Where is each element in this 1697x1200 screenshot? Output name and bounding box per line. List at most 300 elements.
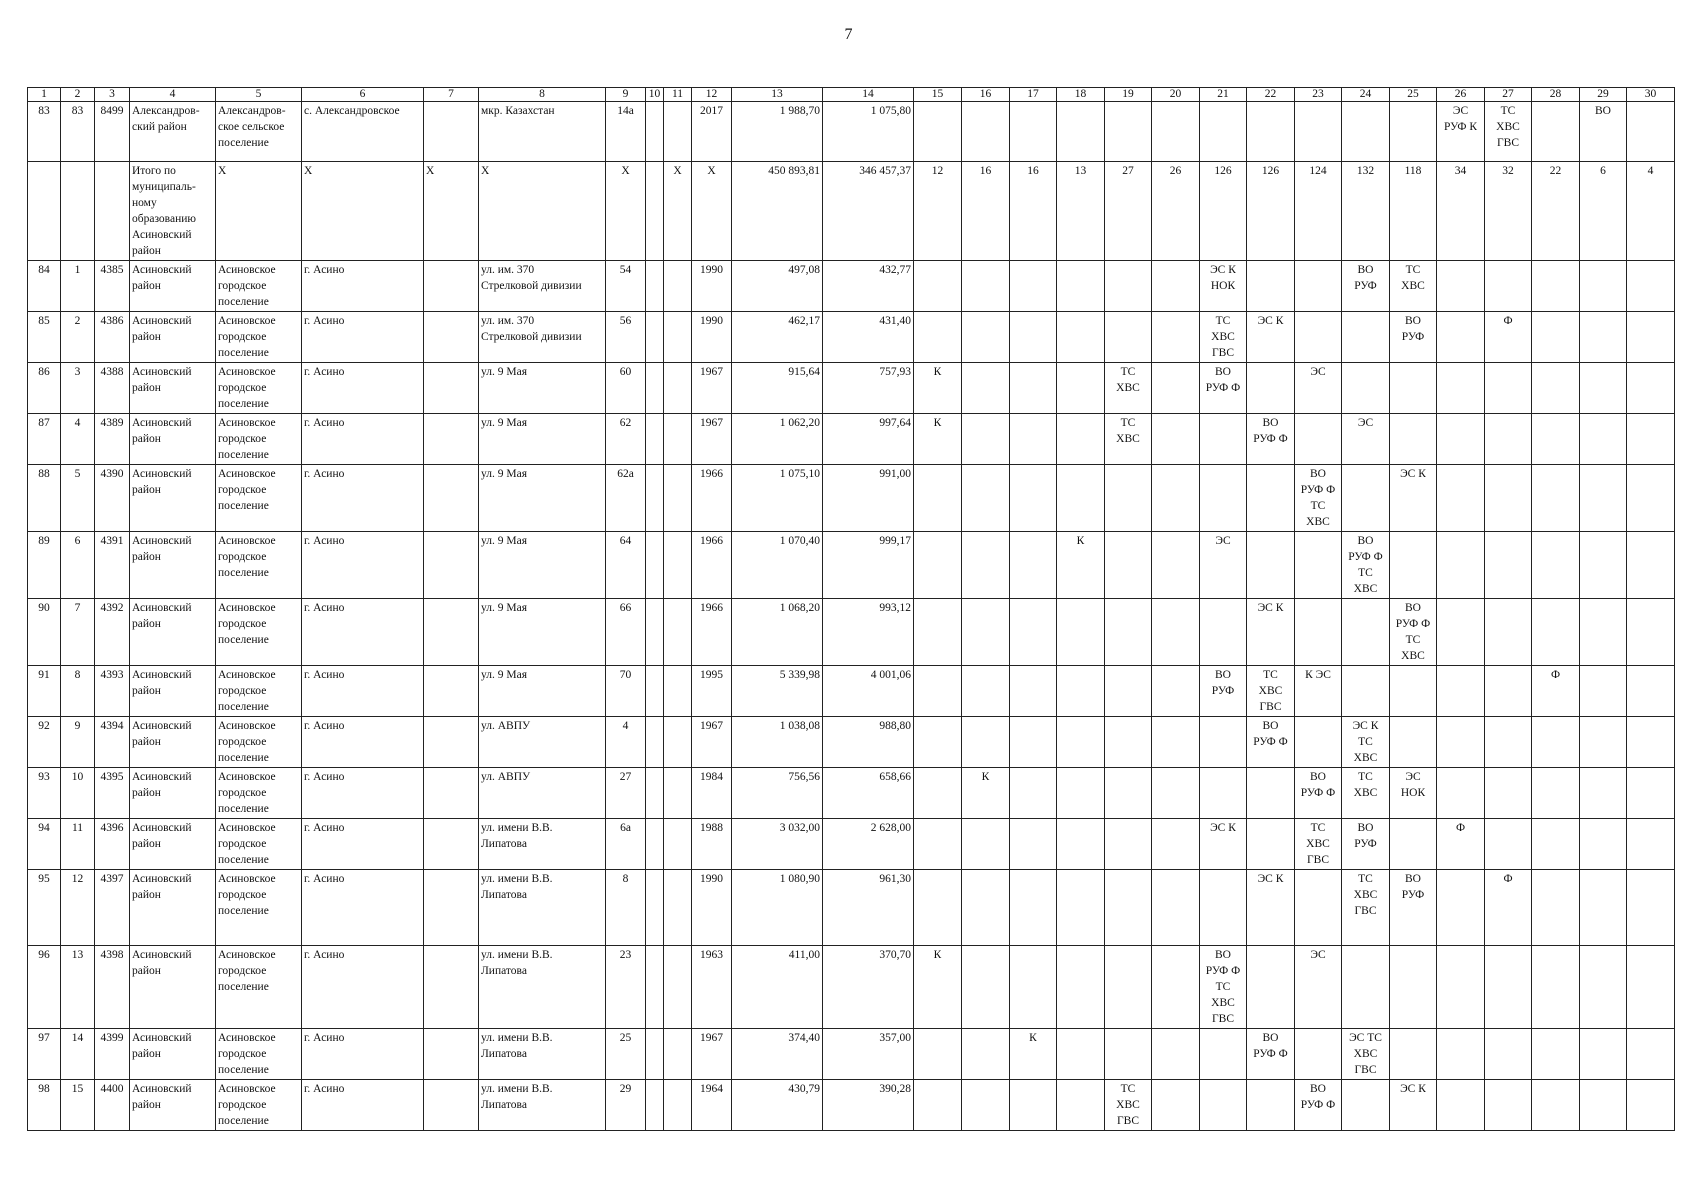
table-cell-col-7 bbox=[424, 1080, 479, 1131]
table-cell-col-11 bbox=[664, 1080, 692, 1131]
table-cell-col-29: ВО bbox=[1580, 102, 1627, 162]
table-cell-col-4: Асиновский район bbox=[130, 261, 216, 312]
table-cell-col-24: ЭС bbox=[1342, 414, 1390, 465]
table-cell-col-29 bbox=[1580, 870, 1627, 946]
table-cell-col-16: К bbox=[962, 768, 1010, 819]
table-cell-col-29 bbox=[1580, 1080, 1627, 1131]
table-cell-col-13: 1 068,20 bbox=[732, 599, 823, 666]
table-cell-col-13: 411,00 bbox=[732, 946, 823, 1029]
table-cell-col-27 bbox=[1485, 414, 1532, 465]
table-cell-col-28 bbox=[1532, 599, 1580, 666]
table-cell-col-15 bbox=[914, 717, 962, 768]
table-cell-col-5: Асиновское городское поселение bbox=[216, 599, 302, 666]
table-cell-col-30 bbox=[1627, 532, 1675, 599]
table-cell-col-3: 4385 bbox=[95, 261, 130, 312]
table-cell-col-28 bbox=[1532, 819, 1580, 870]
table-cell-col-26 bbox=[1437, 312, 1485, 363]
table-cell-col-22: ЭС К bbox=[1247, 870, 1295, 946]
table-cell-col-1: 94 bbox=[28, 819, 61, 870]
table-cell-col-12: 1966 bbox=[692, 532, 732, 599]
table-cell-col-19 bbox=[1105, 946, 1152, 1029]
table-cell-col-15 bbox=[914, 1029, 962, 1080]
table-cell-col-27 bbox=[1485, 261, 1532, 312]
column-number-21: 21 bbox=[1200, 88, 1247, 102]
table-cell-col-26 bbox=[1437, 465, 1485, 532]
table-cell-col-19 bbox=[1105, 102, 1152, 162]
table-cell-col-11 bbox=[664, 870, 692, 946]
table-cell-col-8: ул. 9 Мая bbox=[479, 465, 606, 532]
table-cell-col-26 bbox=[1437, 717, 1485, 768]
table-cell-col-2 bbox=[61, 162, 95, 261]
table-cell-col-26 bbox=[1437, 870, 1485, 946]
table-cell-col-23 bbox=[1295, 102, 1342, 162]
table-cell-col-17 bbox=[1010, 532, 1057, 599]
table-cell-col-12: 1963 bbox=[692, 946, 732, 1029]
table-cell-col-15 bbox=[914, 666, 962, 717]
table-cell-col-1: 97 bbox=[28, 1029, 61, 1080]
table-cell-col-27 bbox=[1485, 1080, 1532, 1131]
table-cell-col-5: Асиновское городское поселение bbox=[216, 1029, 302, 1080]
table-cell-col-19: ТС ХВС ГВС bbox=[1105, 1080, 1152, 1131]
table-cell-col-15 bbox=[914, 870, 962, 946]
table-cell-col-25 bbox=[1390, 717, 1437, 768]
table-cell-col-24: ЭС ТС ХВС ГВС bbox=[1342, 1029, 1390, 1080]
table-cell-col-21: ЭС bbox=[1200, 532, 1247, 599]
table-cell-col-20 bbox=[1152, 599, 1200, 666]
table-cell-col-26 bbox=[1437, 768, 1485, 819]
table-cell-col-16 bbox=[962, 870, 1010, 946]
table-cell-col-13: 915,64 bbox=[732, 363, 823, 414]
table-cell-col-21 bbox=[1200, 1029, 1247, 1080]
table-cell-col-4: Асиновский район bbox=[130, 599, 216, 666]
table-cell-col-14: 988,80 bbox=[823, 717, 914, 768]
table-cell-col-12: 1990 bbox=[692, 870, 732, 946]
table-cell-col-23 bbox=[1295, 1029, 1342, 1080]
table-cell-col-25 bbox=[1390, 946, 1437, 1029]
table-cell-col-17 bbox=[1010, 666, 1057, 717]
table-row bbox=[28, 532, 1675, 599]
table-cell-col-18 bbox=[1057, 599, 1105, 666]
table-cell-col-30 bbox=[1627, 465, 1675, 532]
table-cell-col-12: 2017 bbox=[692, 102, 732, 162]
table-cell-col-15 bbox=[914, 599, 962, 666]
table-cell-col-1: 93 bbox=[28, 768, 61, 819]
table-cell-col-14: 1 075,80 bbox=[823, 102, 914, 162]
table-cell-col-18 bbox=[1057, 768, 1105, 819]
table-cell-col-13: 1 062,20 bbox=[732, 414, 823, 465]
table-cell-col-3: 4393 bbox=[95, 666, 130, 717]
table-cell-col-11: Х bbox=[664, 162, 692, 261]
table-cell-col-29 bbox=[1580, 363, 1627, 414]
table-cell-col-23: ЭС bbox=[1295, 946, 1342, 1029]
table-cell-col-7 bbox=[424, 102, 479, 162]
table-cell-col-8: ул. имени В.В. Липатова bbox=[479, 1029, 606, 1080]
table-cell-col-23 bbox=[1295, 312, 1342, 363]
table-cell-col-6: с. Александровское bbox=[302, 102, 424, 162]
table-cell-col-6: г. Асино bbox=[302, 532, 424, 599]
table-cell-col-11 bbox=[664, 1029, 692, 1080]
table-cell-col-8: ул. 9 Мая bbox=[479, 532, 606, 599]
table-cell-col-17: К bbox=[1010, 1029, 1057, 1080]
table-cell-col-21 bbox=[1200, 465, 1247, 532]
table-cell-col-10 bbox=[646, 599, 664, 666]
table-cell-col-14: 757,93 bbox=[823, 363, 914, 414]
table-cell-col-25: ТС ХВС bbox=[1390, 261, 1437, 312]
table-cell-col-23: ТС ХВС ГВС bbox=[1295, 819, 1342, 870]
table-cell-col-10 bbox=[646, 414, 664, 465]
table-cell-col-4: Асиновский район bbox=[130, 532, 216, 599]
table-cell-col-21: ВО РУФ bbox=[1200, 666, 1247, 717]
column-number-11: 11 bbox=[664, 88, 692, 102]
column-number-30: 30 bbox=[1627, 88, 1675, 102]
table-cell-col-3: 4391 bbox=[95, 532, 130, 599]
table-cell-col-26: 34 bbox=[1437, 162, 1485, 261]
column-number-19: 19 bbox=[1105, 88, 1152, 102]
table-cell-col-16 bbox=[962, 102, 1010, 162]
table-cell-col-25 bbox=[1390, 666, 1437, 717]
table-cell-col-24: 132 bbox=[1342, 162, 1390, 261]
table-cell-col-30 bbox=[1627, 363, 1675, 414]
table-cell-col-22 bbox=[1247, 532, 1295, 599]
table-cell-col-25 bbox=[1390, 532, 1437, 599]
table-cell-col-18 bbox=[1057, 102, 1105, 162]
table-cell-col-19 bbox=[1105, 465, 1152, 532]
column-number-10: 10 bbox=[646, 88, 664, 102]
table-cell-col-24: ВО РУФ bbox=[1342, 261, 1390, 312]
table-cell-col-21 bbox=[1200, 1080, 1247, 1131]
table-cell-col-8: ул. АВПУ bbox=[479, 768, 606, 819]
table-cell-col-30 bbox=[1627, 102, 1675, 162]
table-cell-col-9: 8 bbox=[606, 870, 646, 946]
table-cell-col-25: ЭС НОК bbox=[1390, 768, 1437, 819]
table-cell-col-17 bbox=[1010, 1080, 1057, 1131]
table-cell-col-7 bbox=[424, 768, 479, 819]
table-cell-col-19 bbox=[1105, 717, 1152, 768]
table-cell-col-17 bbox=[1010, 819, 1057, 870]
table-cell-col-28: Ф bbox=[1532, 666, 1580, 717]
table-cell-col-13: 1 038,08 bbox=[732, 717, 823, 768]
table-cell-col-28 bbox=[1532, 1080, 1580, 1131]
table-cell-col-15 bbox=[914, 102, 962, 162]
table-cell-col-10 bbox=[646, 717, 664, 768]
table-cell-col-17 bbox=[1010, 465, 1057, 532]
table-cell-col-28: 22 bbox=[1532, 162, 1580, 261]
table-cell-col-21: ЭС К НОК bbox=[1200, 261, 1247, 312]
table-cell-col-14: 431,40 bbox=[823, 312, 914, 363]
table-cell-col-3: 4398 bbox=[95, 946, 130, 1029]
table-cell-col-4: Итого по муниципаль- ному образованию Асиновский район bbox=[130, 162, 216, 261]
table-cell-col-30 bbox=[1627, 768, 1675, 819]
table-cell-col-16 bbox=[962, 666, 1010, 717]
column-number-22: 22 bbox=[1247, 88, 1295, 102]
table-cell-col-12: 1990 bbox=[692, 261, 732, 312]
table-cell-col-20 bbox=[1152, 102, 1200, 162]
table-cell-col-10 bbox=[646, 532, 664, 599]
table-cell-col-8: ул. АВПУ bbox=[479, 717, 606, 768]
table-cell-col-4: Асиновский район bbox=[130, 1029, 216, 1080]
table-cell-col-11 bbox=[664, 599, 692, 666]
column-number-27: 27 bbox=[1485, 88, 1532, 102]
table-cell-col-12: 1984 bbox=[692, 768, 732, 819]
table-cell-col-19 bbox=[1105, 261, 1152, 312]
table-cell-col-28 bbox=[1532, 717, 1580, 768]
table-cell-col-9: 70 bbox=[606, 666, 646, 717]
table-cell-col-27 bbox=[1485, 465, 1532, 532]
table-cell-col-24 bbox=[1342, 102, 1390, 162]
table-cell-col-26 bbox=[1437, 261, 1485, 312]
table-cell-col-21 bbox=[1200, 717, 1247, 768]
table-cell-col-6: г. Асино bbox=[302, 768, 424, 819]
table-cell-col-18 bbox=[1057, 465, 1105, 532]
table-cell-col-3: 4395 bbox=[95, 768, 130, 819]
table-cell-col-5: Асиновское городское поселение bbox=[216, 1080, 302, 1131]
table-cell-col-12: 1967 bbox=[692, 414, 732, 465]
table-cell-col-21 bbox=[1200, 599, 1247, 666]
table-cell-col-7 bbox=[424, 312, 479, 363]
table-cell-col-29 bbox=[1580, 465, 1627, 532]
table-cell-col-24: ТС ХВС ГВС bbox=[1342, 870, 1390, 946]
table-cell-col-6: г. Асино bbox=[302, 1029, 424, 1080]
table-cell-col-26 bbox=[1437, 363, 1485, 414]
table-cell-col-1 bbox=[28, 162, 61, 261]
table-cell-col-24: ЭС К ТС ХВС bbox=[1342, 717, 1390, 768]
table-cell-col-18 bbox=[1057, 870, 1105, 946]
table-cell-col-25 bbox=[1390, 414, 1437, 465]
table-cell-col-27 bbox=[1485, 819, 1532, 870]
column-number-8: 8 bbox=[479, 88, 606, 102]
table-cell-col-16 bbox=[962, 946, 1010, 1029]
table-cell-col-10 bbox=[646, 465, 664, 532]
table-cell-col-6: г. Асино bbox=[302, 414, 424, 465]
table-cell-col-22 bbox=[1247, 363, 1295, 414]
table-cell-col-26: Ф bbox=[1437, 819, 1485, 870]
table-cell-col-10 bbox=[646, 363, 664, 414]
table-cell-col-23: ВО РУФ Ф bbox=[1295, 1080, 1342, 1131]
table-cell-col-22: ТС ХВС ГВС bbox=[1247, 666, 1295, 717]
table-cell-col-4: Асиновский район bbox=[130, 312, 216, 363]
table-cell-col-2: 1 bbox=[61, 261, 95, 312]
table-cell-col-6: г. Асино bbox=[302, 261, 424, 312]
table-cell-col-24 bbox=[1342, 363, 1390, 414]
table-cell-col-14: 993,12 bbox=[823, 599, 914, 666]
table-cell-col-10 bbox=[646, 1029, 664, 1080]
table-cell-col-30 bbox=[1627, 870, 1675, 946]
table-cell-col-9: 56 bbox=[606, 312, 646, 363]
table-cell-col-21: ЭС К bbox=[1200, 819, 1247, 870]
column-number-header-row bbox=[28, 88, 1675, 102]
table-cell-col-23 bbox=[1295, 261, 1342, 312]
table-cell-col-5: Асиновское городское поселение bbox=[216, 870, 302, 946]
table-cell-col-6: г. Асино bbox=[302, 666, 424, 717]
table-cell-col-28 bbox=[1532, 870, 1580, 946]
table-cell-col-2: 12 bbox=[61, 870, 95, 946]
table-cell-col-30 bbox=[1627, 666, 1675, 717]
table-cell-col-29 bbox=[1580, 261, 1627, 312]
table-cell-col-3: 4399 bbox=[95, 1029, 130, 1080]
column-number-23: 23 bbox=[1295, 88, 1342, 102]
table-cell-col-1: 86 bbox=[28, 363, 61, 414]
table-cell-col-13: 5 339,98 bbox=[732, 666, 823, 717]
table-cell-col-1: 87 bbox=[28, 414, 61, 465]
table-cell-col-11 bbox=[664, 261, 692, 312]
table-cell-col-9: 64 bbox=[606, 532, 646, 599]
table-cell-col-15 bbox=[914, 819, 962, 870]
table-cell-col-24 bbox=[1342, 946, 1390, 1029]
table-cell-col-17 bbox=[1010, 261, 1057, 312]
table-cell-col-25: ЭС К bbox=[1390, 465, 1437, 532]
table-cell-col-14: 658,66 bbox=[823, 768, 914, 819]
table-cell-col-29 bbox=[1580, 946, 1627, 1029]
table-cell-col-2: 83 bbox=[61, 102, 95, 162]
table-cell-col-30 bbox=[1627, 414, 1675, 465]
table-cell-col-18: 13 bbox=[1057, 162, 1105, 261]
table-cell-col-29 bbox=[1580, 1029, 1627, 1080]
table-cell-col-20 bbox=[1152, 414, 1200, 465]
table-cell-col-22 bbox=[1247, 261, 1295, 312]
table-cell-col-29 bbox=[1580, 819, 1627, 870]
table-cell-col-2: 6 bbox=[61, 532, 95, 599]
table-cell-col-11 bbox=[664, 717, 692, 768]
table-cell-col-23: ВО РУФ Ф ТС ХВС bbox=[1295, 465, 1342, 532]
table-cell-col-17 bbox=[1010, 102, 1057, 162]
housing-register-table bbox=[27, 87, 1675, 1131]
column-number-14: 14 bbox=[823, 88, 914, 102]
table-cell-col-20 bbox=[1152, 261, 1200, 312]
table-cell-col-22: ЭС К bbox=[1247, 312, 1295, 363]
table-cell-col-30 bbox=[1627, 1029, 1675, 1080]
table-cell-col-26 bbox=[1437, 1029, 1485, 1080]
table-cell-col-12: 1967 bbox=[692, 717, 732, 768]
table-cell-col-25: ВО РУФ bbox=[1390, 870, 1437, 946]
table-cell-col-4: Асиновский район bbox=[130, 465, 216, 532]
column-number-17: 17 bbox=[1010, 88, 1057, 102]
table-cell-col-28 bbox=[1532, 261, 1580, 312]
table-cell-col-20 bbox=[1152, 819, 1200, 870]
table-row bbox=[28, 768, 1675, 819]
table-cell-col-21: ТС ХВС ГВС bbox=[1200, 312, 1247, 363]
table-cell-col-9: 25 bbox=[606, 1029, 646, 1080]
table-cell-col-14: 999,17 bbox=[823, 532, 914, 599]
column-number-18: 18 bbox=[1057, 88, 1105, 102]
table-cell-col-19 bbox=[1105, 312, 1152, 363]
table-cell-col-10 bbox=[646, 102, 664, 162]
table-cell-col-22 bbox=[1247, 768, 1295, 819]
table-cell-col-4: Асиновский район bbox=[130, 1080, 216, 1131]
table-cell-col-19 bbox=[1105, 819, 1152, 870]
table-cell-col-24 bbox=[1342, 666, 1390, 717]
table-cell-col-19 bbox=[1105, 599, 1152, 666]
table-cell-col-19 bbox=[1105, 768, 1152, 819]
table-cell-col-24: ВО РУФ bbox=[1342, 819, 1390, 870]
column-number-5: 5 bbox=[216, 88, 302, 102]
column-number-16: 16 bbox=[962, 88, 1010, 102]
table-cell-col-13: 462,17 bbox=[732, 312, 823, 363]
column-number-28: 28 bbox=[1532, 88, 1580, 102]
table-cell-col-6: г. Асино bbox=[302, 1080, 424, 1131]
column-number-29: 29 bbox=[1580, 88, 1627, 102]
table-cell-col-16 bbox=[962, 414, 1010, 465]
table-cell-col-5: Александров- ское сельское поселение bbox=[216, 102, 302, 162]
table-cell-col-5: Асиновское городское поселение bbox=[216, 819, 302, 870]
table-cell-col-7 bbox=[424, 946, 479, 1029]
table-cell-col-16 bbox=[962, 717, 1010, 768]
table-cell-col-28 bbox=[1532, 532, 1580, 599]
table-cell-col-17 bbox=[1010, 414, 1057, 465]
table-cell-col-13: 374,40 bbox=[732, 1029, 823, 1080]
table-cell-col-11 bbox=[664, 414, 692, 465]
table-cell-col-29 bbox=[1580, 717, 1627, 768]
table-cell-col-25 bbox=[1390, 1029, 1437, 1080]
table-cell-col-16 bbox=[962, 465, 1010, 532]
table-cell-col-19: 27 bbox=[1105, 162, 1152, 261]
table-cell-col-2: 13 bbox=[61, 946, 95, 1029]
table-cell-col-18 bbox=[1057, 717, 1105, 768]
table-cell-col-14: 997,64 bbox=[823, 414, 914, 465]
table-cell-col-4: Асиновский район bbox=[130, 768, 216, 819]
table-cell-col-18 bbox=[1057, 414, 1105, 465]
table-cell-col-16 bbox=[962, 363, 1010, 414]
table-cell-col-30 bbox=[1627, 819, 1675, 870]
table-cell-col-28 bbox=[1532, 946, 1580, 1029]
table-cell-col-28 bbox=[1532, 312, 1580, 363]
table-cell-col-27: 32 bbox=[1485, 162, 1532, 261]
table-cell-col-17 bbox=[1010, 312, 1057, 363]
table-cell-col-27 bbox=[1485, 666, 1532, 717]
table-cell-col-13: 497,08 bbox=[732, 261, 823, 312]
table-cell-col-19 bbox=[1105, 532, 1152, 599]
table-cell-col-3: 4390 bbox=[95, 465, 130, 532]
table-cell-col-25 bbox=[1390, 819, 1437, 870]
table-cell-col-11 bbox=[664, 819, 692, 870]
table-cell-col-10 bbox=[646, 1080, 664, 1131]
table-cell-col-20 bbox=[1152, 717, 1200, 768]
table-cell-col-27: Ф bbox=[1485, 870, 1532, 946]
table-cell-col-27 bbox=[1485, 363, 1532, 414]
table-cell-col-22 bbox=[1247, 465, 1295, 532]
table-cell-col-28 bbox=[1532, 465, 1580, 532]
table-row bbox=[28, 363, 1675, 414]
table-cell-col-5: Асиновское городское поселение bbox=[216, 465, 302, 532]
table-cell-col-20 bbox=[1152, 312, 1200, 363]
table-cell-col-12: 1967 bbox=[692, 363, 732, 414]
table-cell-col-4: Асиновский район bbox=[130, 717, 216, 768]
column-number-26: 26 bbox=[1437, 88, 1485, 102]
table-cell-col-2: 2 bbox=[61, 312, 95, 363]
table-cell-col-29 bbox=[1580, 414, 1627, 465]
table-cell-col-7 bbox=[424, 363, 479, 414]
table-cell-col-2: 7 bbox=[61, 599, 95, 666]
table-cell-col-2: 4 bbox=[61, 414, 95, 465]
table-cell-col-18 bbox=[1057, 1029, 1105, 1080]
table-cell-col-18 bbox=[1057, 312, 1105, 363]
table-cell-col-14: 357,00 bbox=[823, 1029, 914, 1080]
table-cell-col-29 bbox=[1580, 599, 1627, 666]
table-cell-col-1: 83 bbox=[28, 102, 61, 162]
table-cell-col-21: 126 bbox=[1200, 162, 1247, 261]
table-cell-col-11 bbox=[664, 363, 692, 414]
table-cell-col-29 bbox=[1580, 312, 1627, 363]
table-cell-col-21: ВО РУФ Ф bbox=[1200, 363, 1247, 414]
table-cell-col-20 bbox=[1152, 465, 1200, 532]
table-row bbox=[28, 1080, 1675, 1131]
table-cell-col-23 bbox=[1295, 717, 1342, 768]
column-number-4: 4 bbox=[130, 88, 216, 102]
table-cell-col-26: ЭС РУФ К bbox=[1437, 102, 1485, 162]
table-cell-col-9: 54 bbox=[606, 261, 646, 312]
table-cell-col-7 bbox=[424, 261, 479, 312]
table-cell-col-14: 2 628,00 bbox=[823, 819, 914, 870]
table-cell-col-25 bbox=[1390, 363, 1437, 414]
